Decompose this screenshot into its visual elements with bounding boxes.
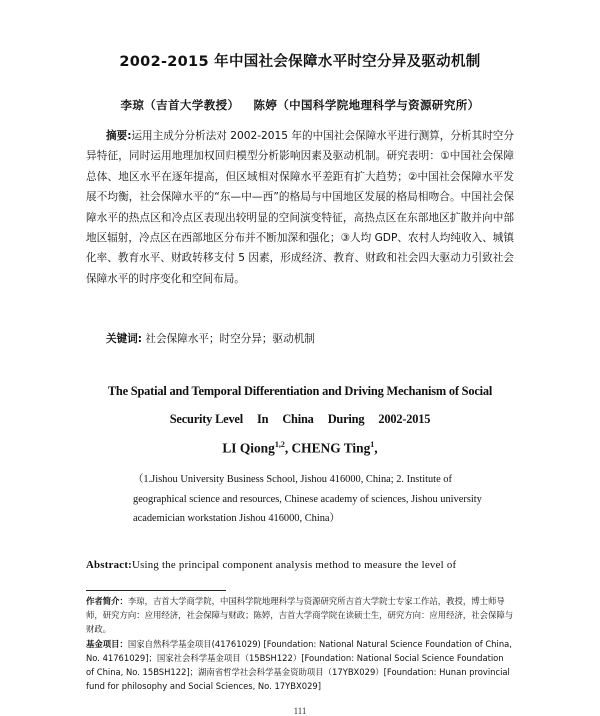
- footnote-divider: [86, 590, 226, 591]
- english-title-part-b: In: [256, 412, 269, 426]
- chinese-abstract: [86, 126, 514, 289]
- footnotes: [86, 594, 514, 693]
- english-abstract: [86, 559, 456, 571]
- english-title-part-d: During: [327, 412, 365, 426]
- english-title-part-a: Security Level: [169, 412, 243, 426]
- english-authors: LI Qiong$^{1,2}$, CHENG Ting$^1$,: [222, 440, 378, 456]
- chinese-keywords: [106, 331, 315, 346]
- chinese-authors: [0, 97, 600, 113]
- footnote-fund-label: 基金项目：: [86, 638, 128, 649]
- chinese-author-1: 李琼（吉首大学教授）: [120, 98, 240, 112]
- chinese-keywords-label: 关键词:: [106, 333, 143, 345]
- footnote-author-info: [86, 594, 514, 637]
- english-author-2-affil: 1: [370, 440, 375, 449]
- english-title-part-e: 2002-2015: [378, 412, 431, 426]
- chinese-abstract-text: 运用主成分分析法对 2002-2015 年的中国社会保障水平进行测算，分析其时空分异特征，同时运用地理加权回归模型分析影响因素及驱动机制。研究表明：①中国社会保障总体、地区水平在逐年提高，但区域相对保障水平差距有扩大趋势；②中国社会保障水平发展不均衡，社会保障水平的“东—中—西”的格局与中国地区发展的格局相吻合。中国社会保障水平的热点区和冷点区表现出较明显的空间演变特征，高热点区在东部地区扩散并向中部地区辐射，冷点区在西部地区分布并不断加深和强化；③人均 GDP、农村人均纯收入、城镇化率、教育水平、财政转移支付 5 因素，形成经济、教育、财政和社会四大驱动力引致社会保障水平的时序变化和空间布局。: [86, 130, 514, 285]
- english-abstract-label: Abstract:: [86, 559, 133, 571]
- footnote-author-label: 作者简介：: [86, 596, 128, 606]
- english-title-line-1: The Spatial and Temporal Differentiation and Driving Mechanism of Social: [107, 384, 493, 398]
- english-author-1-affil: 1,2: [274, 440, 285, 449]
- chinese-author-2: 陈婷（中国科学院地理科学与资源研究所）: [253, 98, 480, 112]
- chinese-keywords-text: 社会保障水平；时空分异；驱动机制: [145, 333, 315, 345]
- chinese-title: 2002-2015 年中国社会保障水平时空分异及驱动机制: [119, 54, 481, 70]
- english-abstract-text: Using the principal component analysis method to measure the level of: [132, 559, 457, 571]
- page-number: 111: [293, 706, 307, 716]
- english-author-2: CHENG Ting: [291, 440, 371, 456]
- chinese-abstract-label: 摘要:: [106, 130, 132, 142]
- footnote-fund-text: 国家自然科学基金项目(41761029) [Foundation: National Natural Science Foundation of China, No. 41761029]；国家社会科学基金项目（15BSH122）[Foundation: National Social Science Foundation of China, No. 15BSH122]；湖南省哲学社会科学基金资助项目（17YBX029）[Foundation: Hunan provincial fund for philosophy and Social Sciences, No. 17YBX029]: [86, 638, 512, 692]
- affiliation: （1.Jishou University Business School, Jishou 416000, China; 2. Institute of geographical science and resources, Chinese academy of sciences, Jishou university academician workstation Jishou 416000, China）: [133, 474, 482, 525]
- footnote-author-text: 李琼，吉首大学商学院，中国科学院地理科学与资源研究所吉首大学院士专家工作站，教授，博士师导师，研究方向：应用经济，社会保障与财政；陈婷，吉首大学商学院在读硕士生，研究方向：应用经济，社会保障与财政。: [86, 596, 514, 635]
- english-author-1: LI Qiong: [222, 440, 275, 456]
- english-title-line-2: [0, 412, 600, 427]
- footnote-funding: [86, 637, 514, 694]
- english-title-part-c: China: [282, 412, 314, 426]
